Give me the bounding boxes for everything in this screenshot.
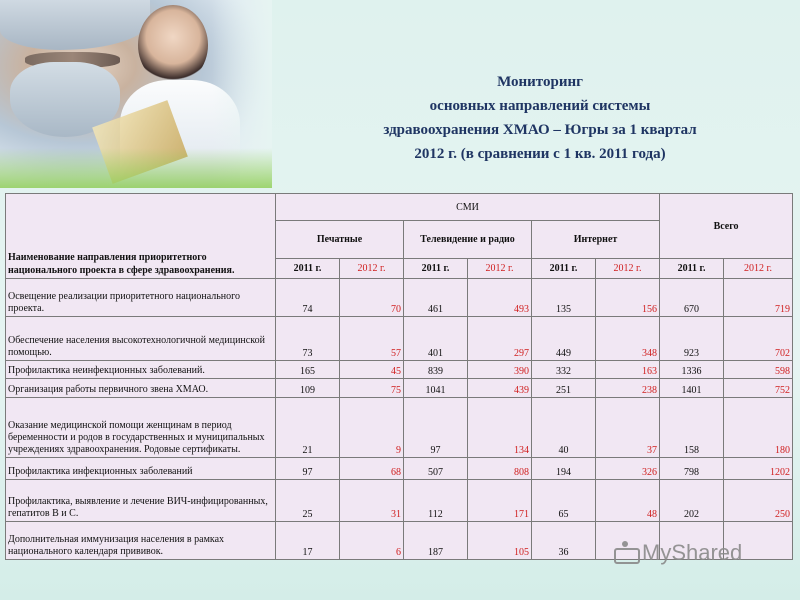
value-2012: 57 [340, 317, 404, 361]
value-2012: 493 [468, 279, 532, 317]
year-2012-header: 2012 г. [340, 259, 404, 279]
value-2012: 808 [468, 457, 532, 479]
table-row [6, 361, 793, 379]
total-header: Всего [660, 194, 793, 259]
value-2011: 251 [532, 379, 596, 397]
value-2012: 180 [724, 397, 793, 457]
direction-name: Профилактика, выявление и лечение ВИЧ-инфицированных, гепатитов В и С. [6, 479, 276, 521]
year-2011-header: 2011 г. [276, 259, 340, 279]
year-2011-header: 2011 г. [532, 259, 596, 279]
watermark-text: MyShared [642, 540, 743, 565]
value-2011: 187 [404, 521, 468, 559]
value-2012: 326 [596, 457, 660, 479]
myshared-watermark [612, 538, 742, 568]
photo-bottom-fade [0, 148, 272, 188]
value-2011: 449 [532, 317, 596, 361]
value-2012: 598 [724, 361, 793, 379]
surgeon-cap [0, 0, 150, 50]
value-2012: 6 [340, 521, 404, 559]
direction-name: Профилактика неинфекционных заболеваний. [6, 361, 276, 379]
value-2012: 45 [340, 361, 404, 379]
value-2012: 31 [340, 479, 404, 521]
value-2011: 74 [276, 279, 340, 317]
smi-header: СМИ [276, 194, 660, 221]
value-2012: 390 [468, 361, 532, 379]
direction-name: Освещение реализации приоритетного национального проекта. [6, 279, 276, 317]
value-2012: 9 [340, 397, 404, 457]
value-2011: 97 [276, 457, 340, 479]
value-2011: 21 [276, 397, 340, 457]
group-header-print: Печатные [276, 221, 404, 259]
value-2012: 1202 [724, 457, 793, 479]
year-2012-header: 2012 г. [596, 259, 660, 279]
value-2012: 297 [468, 317, 532, 361]
value-2012: 702 [724, 317, 793, 361]
value-2012: 48 [596, 479, 660, 521]
value-2011: 1336 [660, 361, 724, 379]
value-2011: 1401 [660, 379, 724, 397]
value-2011: 97 [404, 397, 468, 457]
title-line: Мониторинг [497, 74, 583, 90]
year-2011-header: 2011 г. [660, 259, 724, 279]
value-2011: 17 [276, 521, 340, 559]
direction-name: Организация работы первичного звена ХМАО. [6, 379, 276, 397]
value-2011: 158 [660, 397, 724, 457]
year-2012-header: 2012 г. [724, 259, 793, 279]
title-line: основных направлений системы [429, 98, 651, 114]
doctor-head [138, 5, 208, 85]
value-2011: 109 [276, 379, 340, 397]
value-2011: 165 [276, 361, 340, 379]
value-2011: 670 [660, 279, 724, 317]
value-2012: 163 [596, 361, 660, 379]
value-2012: 68 [340, 457, 404, 479]
value-2012: 105 [468, 521, 532, 559]
value-2011: 839 [404, 361, 468, 379]
table-row [6, 379, 793, 397]
value-2011: 332 [532, 361, 596, 379]
value-2012: 70 [340, 279, 404, 317]
value-2012: 250 [724, 479, 793, 521]
value-2012: 752 [724, 379, 793, 397]
value-2012: 156 [596, 279, 660, 317]
value-2011: 507 [404, 457, 468, 479]
value-2012: 134 [468, 397, 532, 457]
title-line: здравоохранения ХМАО – Югры за 1 квартал [383, 122, 697, 138]
value-2011: 36 [532, 521, 596, 559]
value-2012: 439 [468, 379, 532, 397]
value-2012: 75 [340, 379, 404, 397]
table-row [6, 457, 793, 479]
direction-name: Дополнительная иммунизация населения в рамках национального календаря прививок. [6, 521, 276, 559]
value-2011: 401 [404, 317, 468, 361]
direction-name-header: Наименование направления приоритетного национального проекта в сфере здравоохранения. [6, 194, 276, 279]
value-2011: 461 [404, 279, 468, 317]
value-2011: 202 [660, 479, 724, 521]
table-row [6, 279, 793, 317]
value-2011: 65 [532, 479, 596, 521]
table-row [6, 479, 793, 521]
page-title [290, 70, 790, 166]
year-2011-header: 2011 г. [404, 259, 468, 279]
value-2011: 798 [660, 457, 724, 479]
value-2011: 112 [404, 479, 468, 521]
value-2011: 1041 [404, 379, 468, 397]
direction-name: Оказание медицинской помощи женщинам в период беременности и родов в государственных и муниципальных учреждениях здравоохранения. Родовые сертификаты. [6, 397, 276, 457]
title-line: 2012 г. (в сравнении с 1 кв. 2011 года) [414, 146, 666, 162]
value-2012: 348 [596, 317, 660, 361]
group-header-tv-radio: Телевидение и радио [404, 221, 532, 259]
direction-name: Обеспечение населения высокотехнологичной медицинской помощью. [6, 317, 276, 361]
table-row [6, 397, 793, 457]
value-2011: 25 [276, 479, 340, 521]
value-2011: 40 [532, 397, 596, 457]
group-header-internet: Интернет [532, 221, 660, 259]
year-2012-header: 2012 г. [468, 259, 532, 279]
table-row [6, 317, 793, 361]
presentation-icon [612, 542, 638, 564]
value-2012: 171 [468, 479, 532, 521]
value-2011: 923 [660, 317, 724, 361]
direction-name: Профилактика инфекционных заболеваний [6, 457, 276, 479]
value-2012: 37 [596, 397, 660, 457]
value-2011: 194 [532, 457, 596, 479]
monitoring-table [5, 193, 793, 560]
value-2012: 719 [724, 279, 793, 317]
value-2012: 238 [596, 379, 660, 397]
value-2011: 135 [532, 279, 596, 317]
value-2011: 73 [276, 317, 340, 361]
header-photo [0, 0, 272, 188]
